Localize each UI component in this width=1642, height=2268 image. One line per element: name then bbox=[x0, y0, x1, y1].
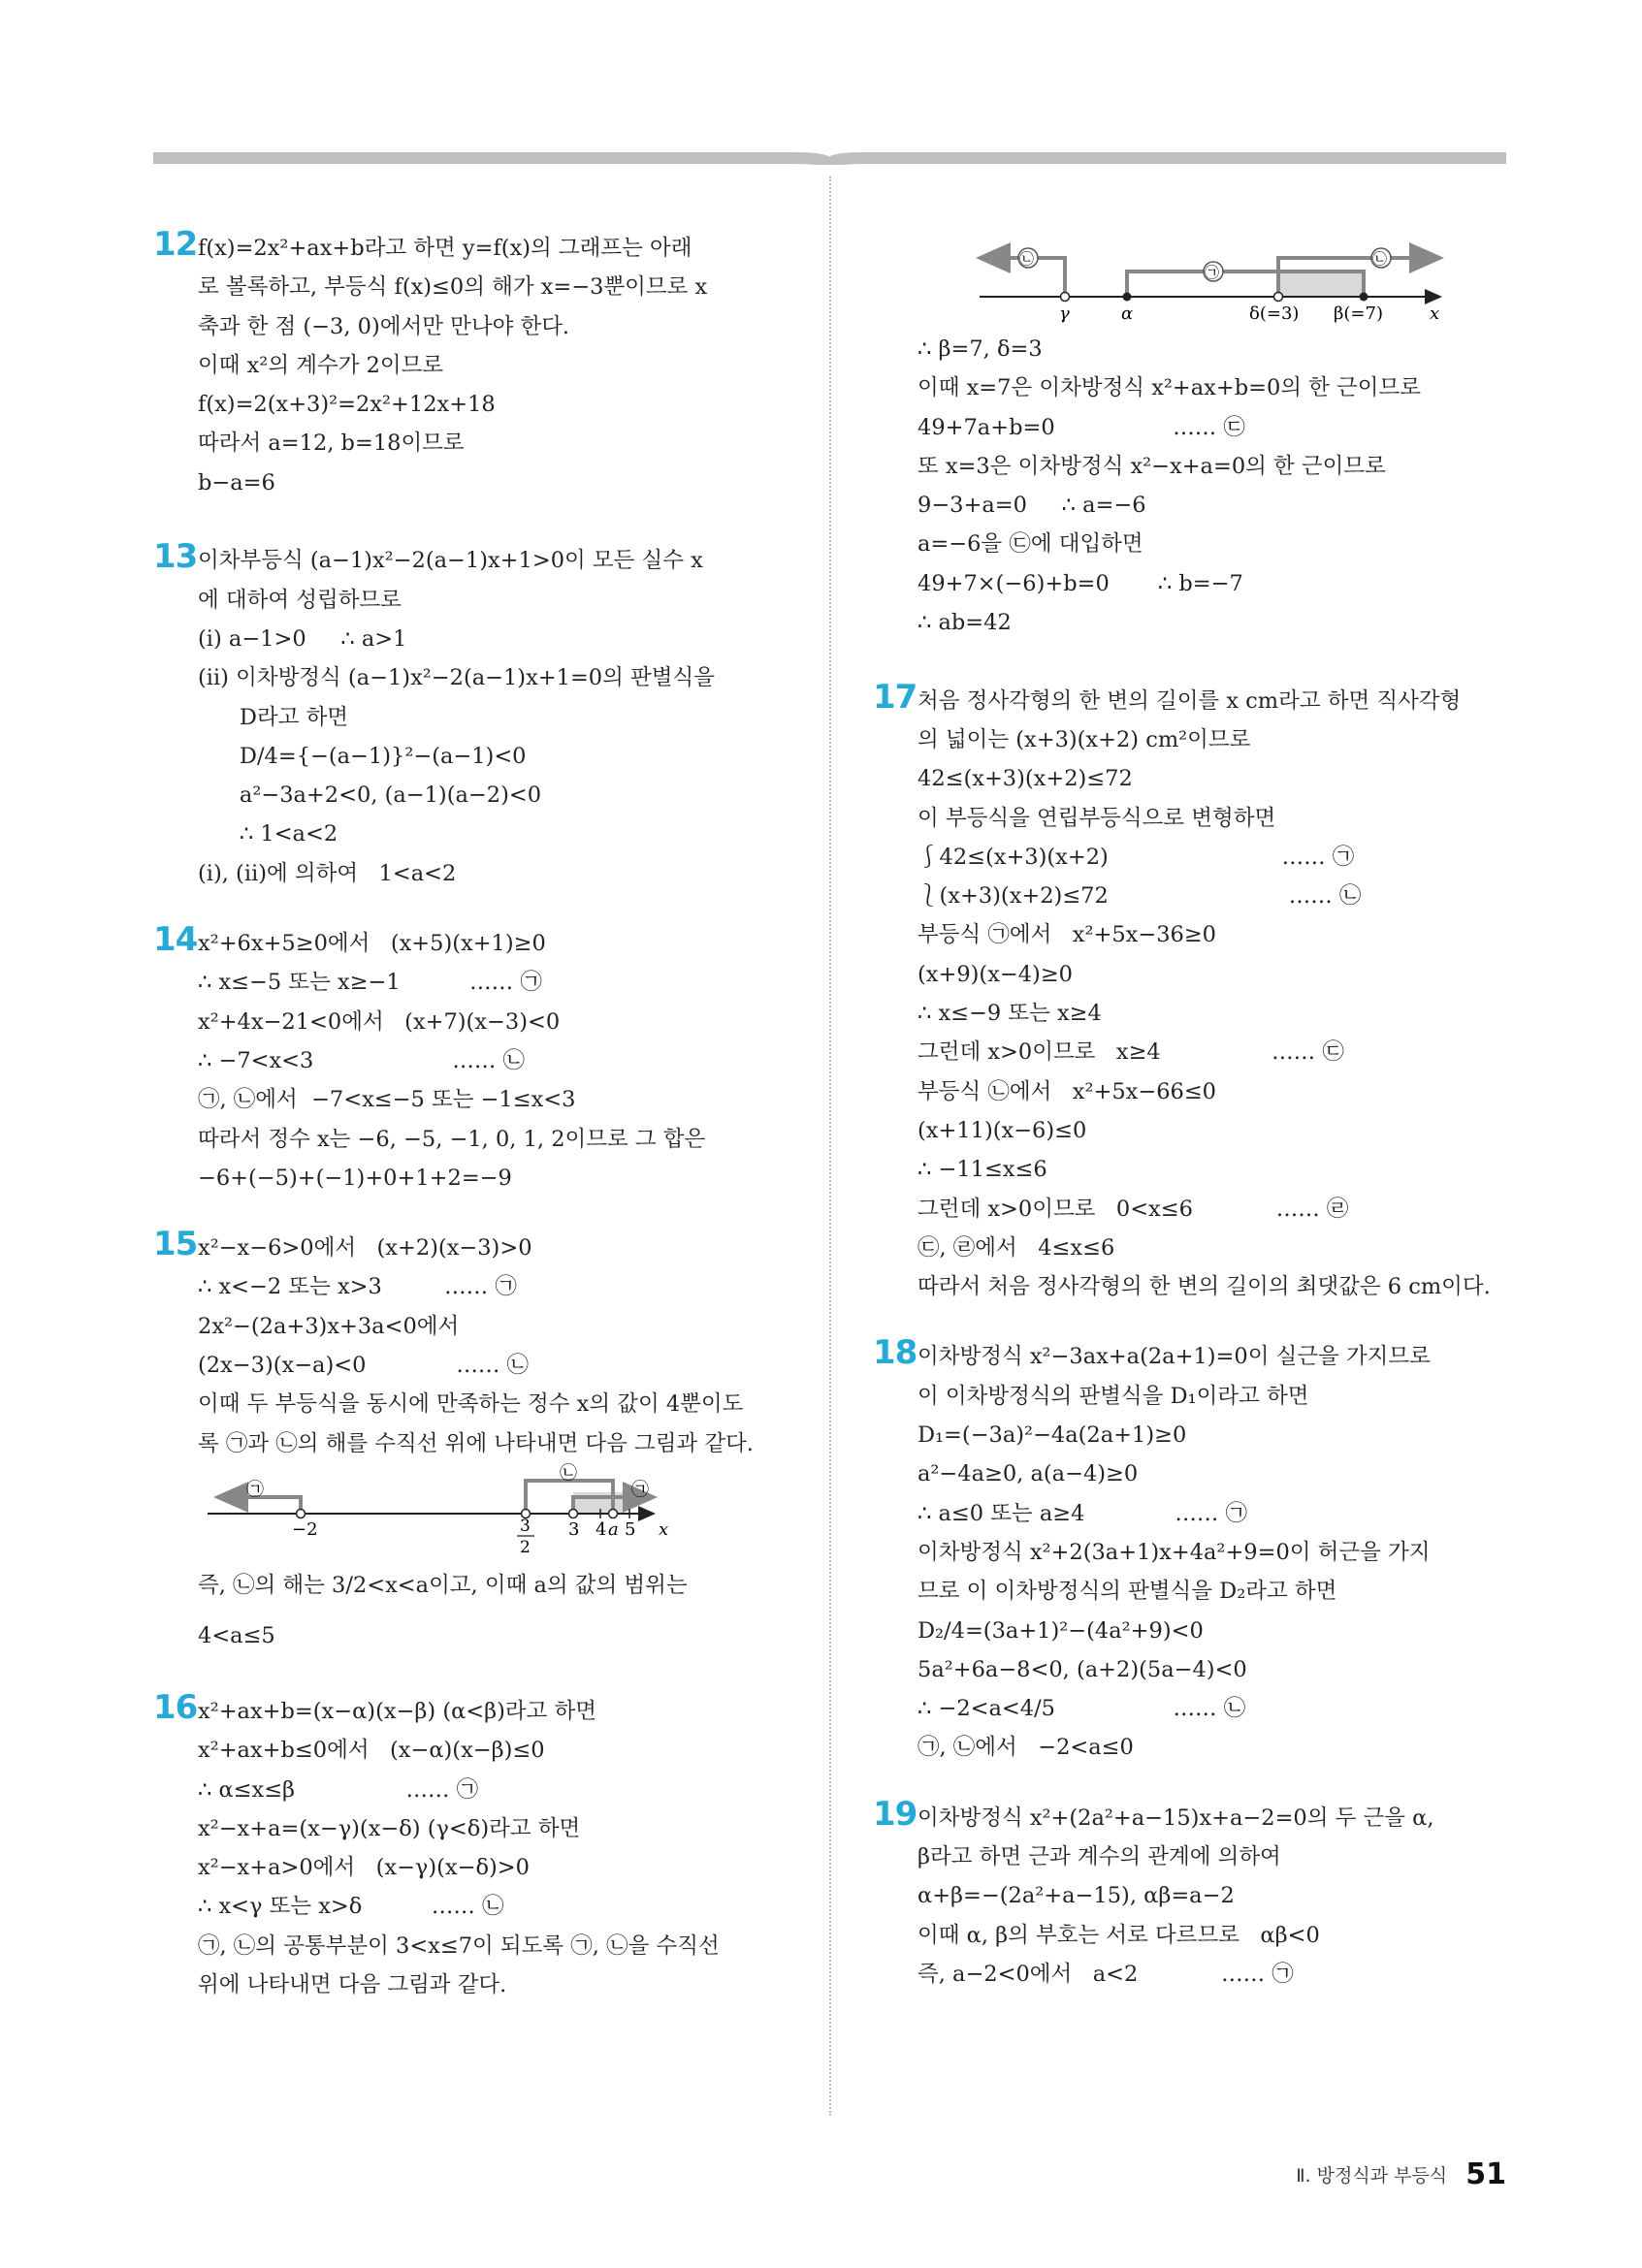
solution-line: 49+7×(−6)+b=0 ∴ b=−7 bbox=[918, 570, 1243, 596]
tick-label: 4 bbox=[596, 1518, 607, 1540]
problem-number: 17 bbox=[873, 677, 918, 717]
solution-line: 또 x=3은 이차방정식 x²−x+a=0의 한 근이므로 bbox=[918, 453, 1386, 479]
tag-label: ㉡ bbox=[1372, 250, 1388, 268]
solution-line: 에 대하여 성립하므로 bbox=[198, 587, 402, 613]
tick-label: γ bbox=[1059, 303, 1070, 324]
solution-line: ㉢, ㉣에서 4≤x≤6 bbox=[918, 1234, 1115, 1261]
problem-number: 13 bbox=[153, 537, 198, 577]
solution-line: a=−6을 ㉢에 대입하면 bbox=[918, 531, 1143, 558]
solution-line: 이때 x=7은 이차방정식 x²+ax+b=0의 한 근이므로 bbox=[918, 375, 1421, 401]
solution-line: −6+(−5)+(−1)+0+1+2=−9 bbox=[198, 1165, 512, 1191]
axis-label: x bbox=[659, 1518, 669, 1540]
solution-line: 2x²−(2a+3)x+3a<0에서 bbox=[198, 1313, 460, 1339]
solution-line: x²−x+a=(x−γ)(x−δ) (γ<δ)라고 하면 bbox=[198, 1815, 581, 1841]
solution-line: (ⅰ) a−1>0 ∴ a>1 bbox=[198, 625, 407, 652]
solution-line: ∴ 1<a<2 bbox=[198, 821, 338, 847]
axis-label: x bbox=[1430, 303, 1440, 324]
solution-line: 5a²+6a−8<0, (a+2)(5a−4)<0 bbox=[918, 1656, 1247, 1682]
solution-line: 따라서 a=12, b=18이므로 bbox=[198, 431, 465, 457]
top-divider-bar bbox=[153, 151, 1506, 165]
solution-line: x²−x+a>0에서 (x−γ)(x−δ)>0 bbox=[198, 1855, 530, 1881]
solution-line: (ⅱ) 이차방정식 (a−1)x²−2(a−1)x+1=0의 판별식을 bbox=[198, 665, 715, 691]
solution-line: 부등식 ㉠에서 x²+5x−36≥0 bbox=[918, 922, 1217, 948]
solution-line: (x+11)(x−6)≤0 bbox=[918, 1117, 1087, 1143]
solution-line: x²+ax+b=(x−α)(x−β) (α<β)라고 하면 bbox=[198, 1698, 597, 1724]
solution-line: ∴ ab=42 bbox=[918, 610, 1012, 636]
solution-line: 42≤(x+3)(x+2)≤72 bbox=[918, 766, 1133, 792]
solution-line: 위에 나타내면 다음 그림과 같다. bbox=[198, 1971, 507, 1997]
solution-line: ∴ x<−2 또는 x>3 …… ㉠ bbox=[198, 1274, 517, 1300]
solution-line: ∴ x≤−5 또는 x≥−1 …… ㉠ bbox=[198, 970, 542, 996]
tick-label: δ(=3) bbox=[1249, 303, 1300, 324]
solution-line: (2x−3)(x−a)<0 …… ㉡ bbox=[198, 1353, 530, 1379]
solution-line: ∴ x<γ 또는 x>δ …… ㉡ bbox=[198, 1894, 504, 1920]
solution-line: D₂/4=(3a+1)²−(4a²+9)<0 bbox=[918, 1617, 1204, 1644]
solution-line: 4<a≤5 bbox=[198, 1622, 275, 1648]
solution-line: ∴ −11≤x≤6 bbox=[918, 1157, 1047, 1183]
tick-label: 5 bbox=[625, 1518, 636, 1540]
solution-line: 따라서 정수 x는 −6, −5, −1, 0, 1, 2이므로 그 합은 bbox=[198, 1126, 706, 1152]
solution-line: 즉, ㉡의 해는 3/2<x<a이고, 이때 a의 값의 범위는 bbox=[198, 1572, 688, 1598]
solution-line: 이 이차방정식의 판별식을 D₁이라고 하면 bbox=[918, 1383, 1309, 1409]
solution-line: 그런데 x>0이므로 0<x≤6 …… ㉣ bbox=[918, 1196, 1349, 1222]
tick-label: 3 bbox=[520, 1516, 531, 1536]
solution-line: 축과 한 점 (−3, 0)에서만 만나야 한다. bbox=[198, 313, 570, 339]
tag-label: ㉠ bbox=[246, 1479, 264, 1500]
tag-label: ㉠ bbox=[631, 1479, 649, 1500]
problem-15 bbox=[153, 1225, 805, 1661]
tick-label: −2 bbox=[292, 1518, 318, 1540]
number-line-figure-16 bbox=[873, 229, 1508, 330]
solution-line: b−a=6 bbox=[198, 469, 275, 495]
solution-line: a²−3a+2<0, (a−1)(a−2)<0 bbox=[198, 783, 542, 809]
solution-line: ㉠, ㉡에서 −7<x≤−5 또는 −1≤x<3 bbox=[198, 1087, 576, 1113]
tick-label: a bbox=[608, 1518, 619, 1540]
problem-16 bbox=[153, 1687, 805, 2004]
solution-line: ∴ a≤0 또는 a≥4 …… ㉠ bbox=[918, 1500, 1248, 1526]
solution-line: ∴ x≤−9 또는 x≥4 bbox=[918, 1001, 1102, 1027]
tick-label: β(=7) bbox=[1334, 303, 1383, 324]
solution-line: 의 넓이는 (x+3)(x+2) cm²이므로 bbox=[918, 726, 1251, 752]
problem-16-continued bbox=[873, 330, 1508, 642]
solution-line: 이차방정식 x²+2(3a+1)x+4a²+9=0이 허근을 가지 bbox=[918, 1539, 1431, 1565]
solution-line: 이 부등식을 연립부등식으로 변형하면 bbox=[918, 805, 1276, 831]
solution-line: D₁=(−3a)²−4a(2a+1)≥0 bbox=[918, 1422, 1187, 1449]
solution-line: D라고 하면 bbox=[198, 704, 349, 730]
left-column bbox=[153, 225, 805, 2004]
solution-line: 부등식 ㉡에서 x²+5x−66≤0 bbox=[918, 1078, 1217, 1104]
solution-line: x²+4x−21<0에서 (x+7)(x−3)<0 bbox=[198, 1008, 561, 1035]
solution-line: β라고 하면 근과 계수의 관계에 의하여 bbox=[918, 1843, 1281, 1869]
solution-line: 이때 두 부등식을 동시에 만족하는 정수 x의 값이 4뿐이도 bbox=[198, 1391, 744, 1418]
solution-line: (x+9)(x−4)≥0 bbox=[918, 961, 1073, 987]
solution-line: 록 ㉠과 ㉡의 해를 수직선 위에 나타내면 다음 그림과 같다. bbox=[198, 1430, 754, 1456]
solution-line: 이차부등식 (a−1)x²−2(a−1)x+1>0이 모든 실수 x bbox=[198, 548, 703, 574]
solution-line: ∴ −2<a<4/5 …… ㉡ bbox=[918, 1696, 1246, 1722]
page-footer bbox=[1296, 2157, 1506, 2191]
problem-number: 19 bbox=[873, 1794, 918, 1834]
solution-line: 9−3+a=0 ∴ a=−6 bbox=[918, 493, 1146, 519]
solution-line: D/4={−(a−1)}²−(a−1)<0 bbox=[198, 743, 527, 769]
solution-line: ∴ β=7, δ=3 bbox=[918, 336, 1043, 362]
section-title: Ⅱ. 방정식과 부등식 bbox=[1296, 2165, 1448, 2187]
tick-label: 2 bbox=[520, 1537, 531, 1557]
problem-17 bbox=[873, 677, 1508, 1307]
solution-line: ㉠, ㉡에서 −2<a≤0 bbox=[918, 1735, 1134, 1761]
right-column bbox=[873, 229, 1508, 1994]
solution-line: 로 볼록하고, 부등식 f(x)≤0의 해가 x=−3뿐이므로 x bbox=[198, 274, 708, 301]
solution-line: x²+6x+5≥0에서 (x+5)(x+1)≥0 bbox=[198, 931, 546, 957]
solution-line: f(x)=2(x+3)²=2x²+12x+18 bbox=[198, 392, 496, 418]
problem-18 bbox=[873, 1333, 1508, 1767]
problem-number: 18 bbox=[873, 1333, 918, 1373]
problem-14 bbox=[153, 920, 805, 1198]
solution-line: ⎱(x+3)(x+2)≤72 …… ㉡ bbox=[918, 883, 1362, 910]
solution-line: 이차방정식 x²−3ax+a(2a+1)=0이 실근을 가지므로 bbox=[918, 1344, 1431, 1370]
solution-line: (ⅰ), (ⅱ)에 의하여 1<a<2 bbox=[198, 860, 457, 886]
solution-line: x²+ax+b≤0에서 (x−α)(x−β)≤0 bbox=[198, 1738, 545, 1764]
number-line-figure-15 bbox=[198, 1463, 805, 1560]
problem-number: 15 bbox=[153, 1225, 198, 1264]
solution-line: ∴ α≤x≤β …… ㉠ bbox=[198, 1776, 479, 1803]
solution-line: 므로 이 이차방정식의 판별식을 D₂라고 하면 bbox=[918, 1579, 1337, 1605]
page-number: 51 bbox=[1465, 2157, 1506, 2191]
tick-label: α bbox=[1121, 303, 1134, 324]
solution-line: 처음 정사각형의 한 변의 길이를 x cm라고 하면 직사각형 bbox=[918, 687, 1462, 714]
problem-12 bbox=[153, 225, 805, 502]
solution-line: 즉, a−2<0에서 a<2 …… ㉠ bbox=[918, 1961, 1294, 1987]
tag-label: ㉡ bbox=[1019, 250, 1035, 268]
problem-19 bbox=[873, 1794, 1508, 1994]
solution-line: x²−x−6>0에서 (x+2)(x−3)>0 bbox=[198, 1235, 532, 1262]
solution-line: a²−4a≥0, a(a−4)≥0 bbox=[918, 1461, 1139, 1487]
solution-line: ∴ −7<x<3 …… ㉡ bbox=[198, 1047, 526, 1073]
problem-number: 12 bbox=[153, 225, 198, 264]
solution-line: 49+7a+b=0 …… ㉢ bbox=[918, 414, 1245, 440]
column-divider bbox=[829, 176, 831, 2116]
tag-label: ㉠ bbox=[1205, 264, 1220, 281]
solution-line: ⎰42≤(x+3)(x+2) …… ㉠ bbox=[918, 844, 1355, 870]
solution-line: f(x)=2x²+ax+b라고 하면 y=f(x)의 그래프는 아래 bbox=[198, 236, 692, 261]
problem-number: 14 bbox=[153, 920, 198, 960]
problem-number: 16 bbox=[153, 1687, 198, 1727]
solution-line: ㉠, ㉡의 공통부분이 3<x≤7이 되도록 ㉠, ㉡을 수직선 bbox=[198, 1933, 720, 1959]
solution-line: 이때 α, β의 부호는 서로 다르므로 αβ<0 bbox=[918, 1922, 1320, 1948]
tick-label: 3 bbox=[568, 1518, 580, 1540]
solution-line: 따라서 처음 정사각형의 한 변의 길이의 최댓값은 6 cm이다. bbox=[918, 1274, 1491, 1300]
solution-line: 그런데 x>0이므로 x≥4 …… ㉢ bbox=[918, 1039, 1344, 1066]
problem-13 bbox=[153, 537, 805, 893]
solution-line: α+β=−(2a²+a−15), αβ=a−2 bbox=[918, 1883, 1235, 1909]
tag-label: ㉡ bbox=[560, 1462, 577, 1484]
solution-line: 이차방정식 x²+(2a²+a−15)x+a−2=0의 두 근을 α, bbox=[918, 1805, 1434, 1831]
solution-line: 이때 x²의 계수가 2이므로 bbox=[198, 352, 444, 378]
